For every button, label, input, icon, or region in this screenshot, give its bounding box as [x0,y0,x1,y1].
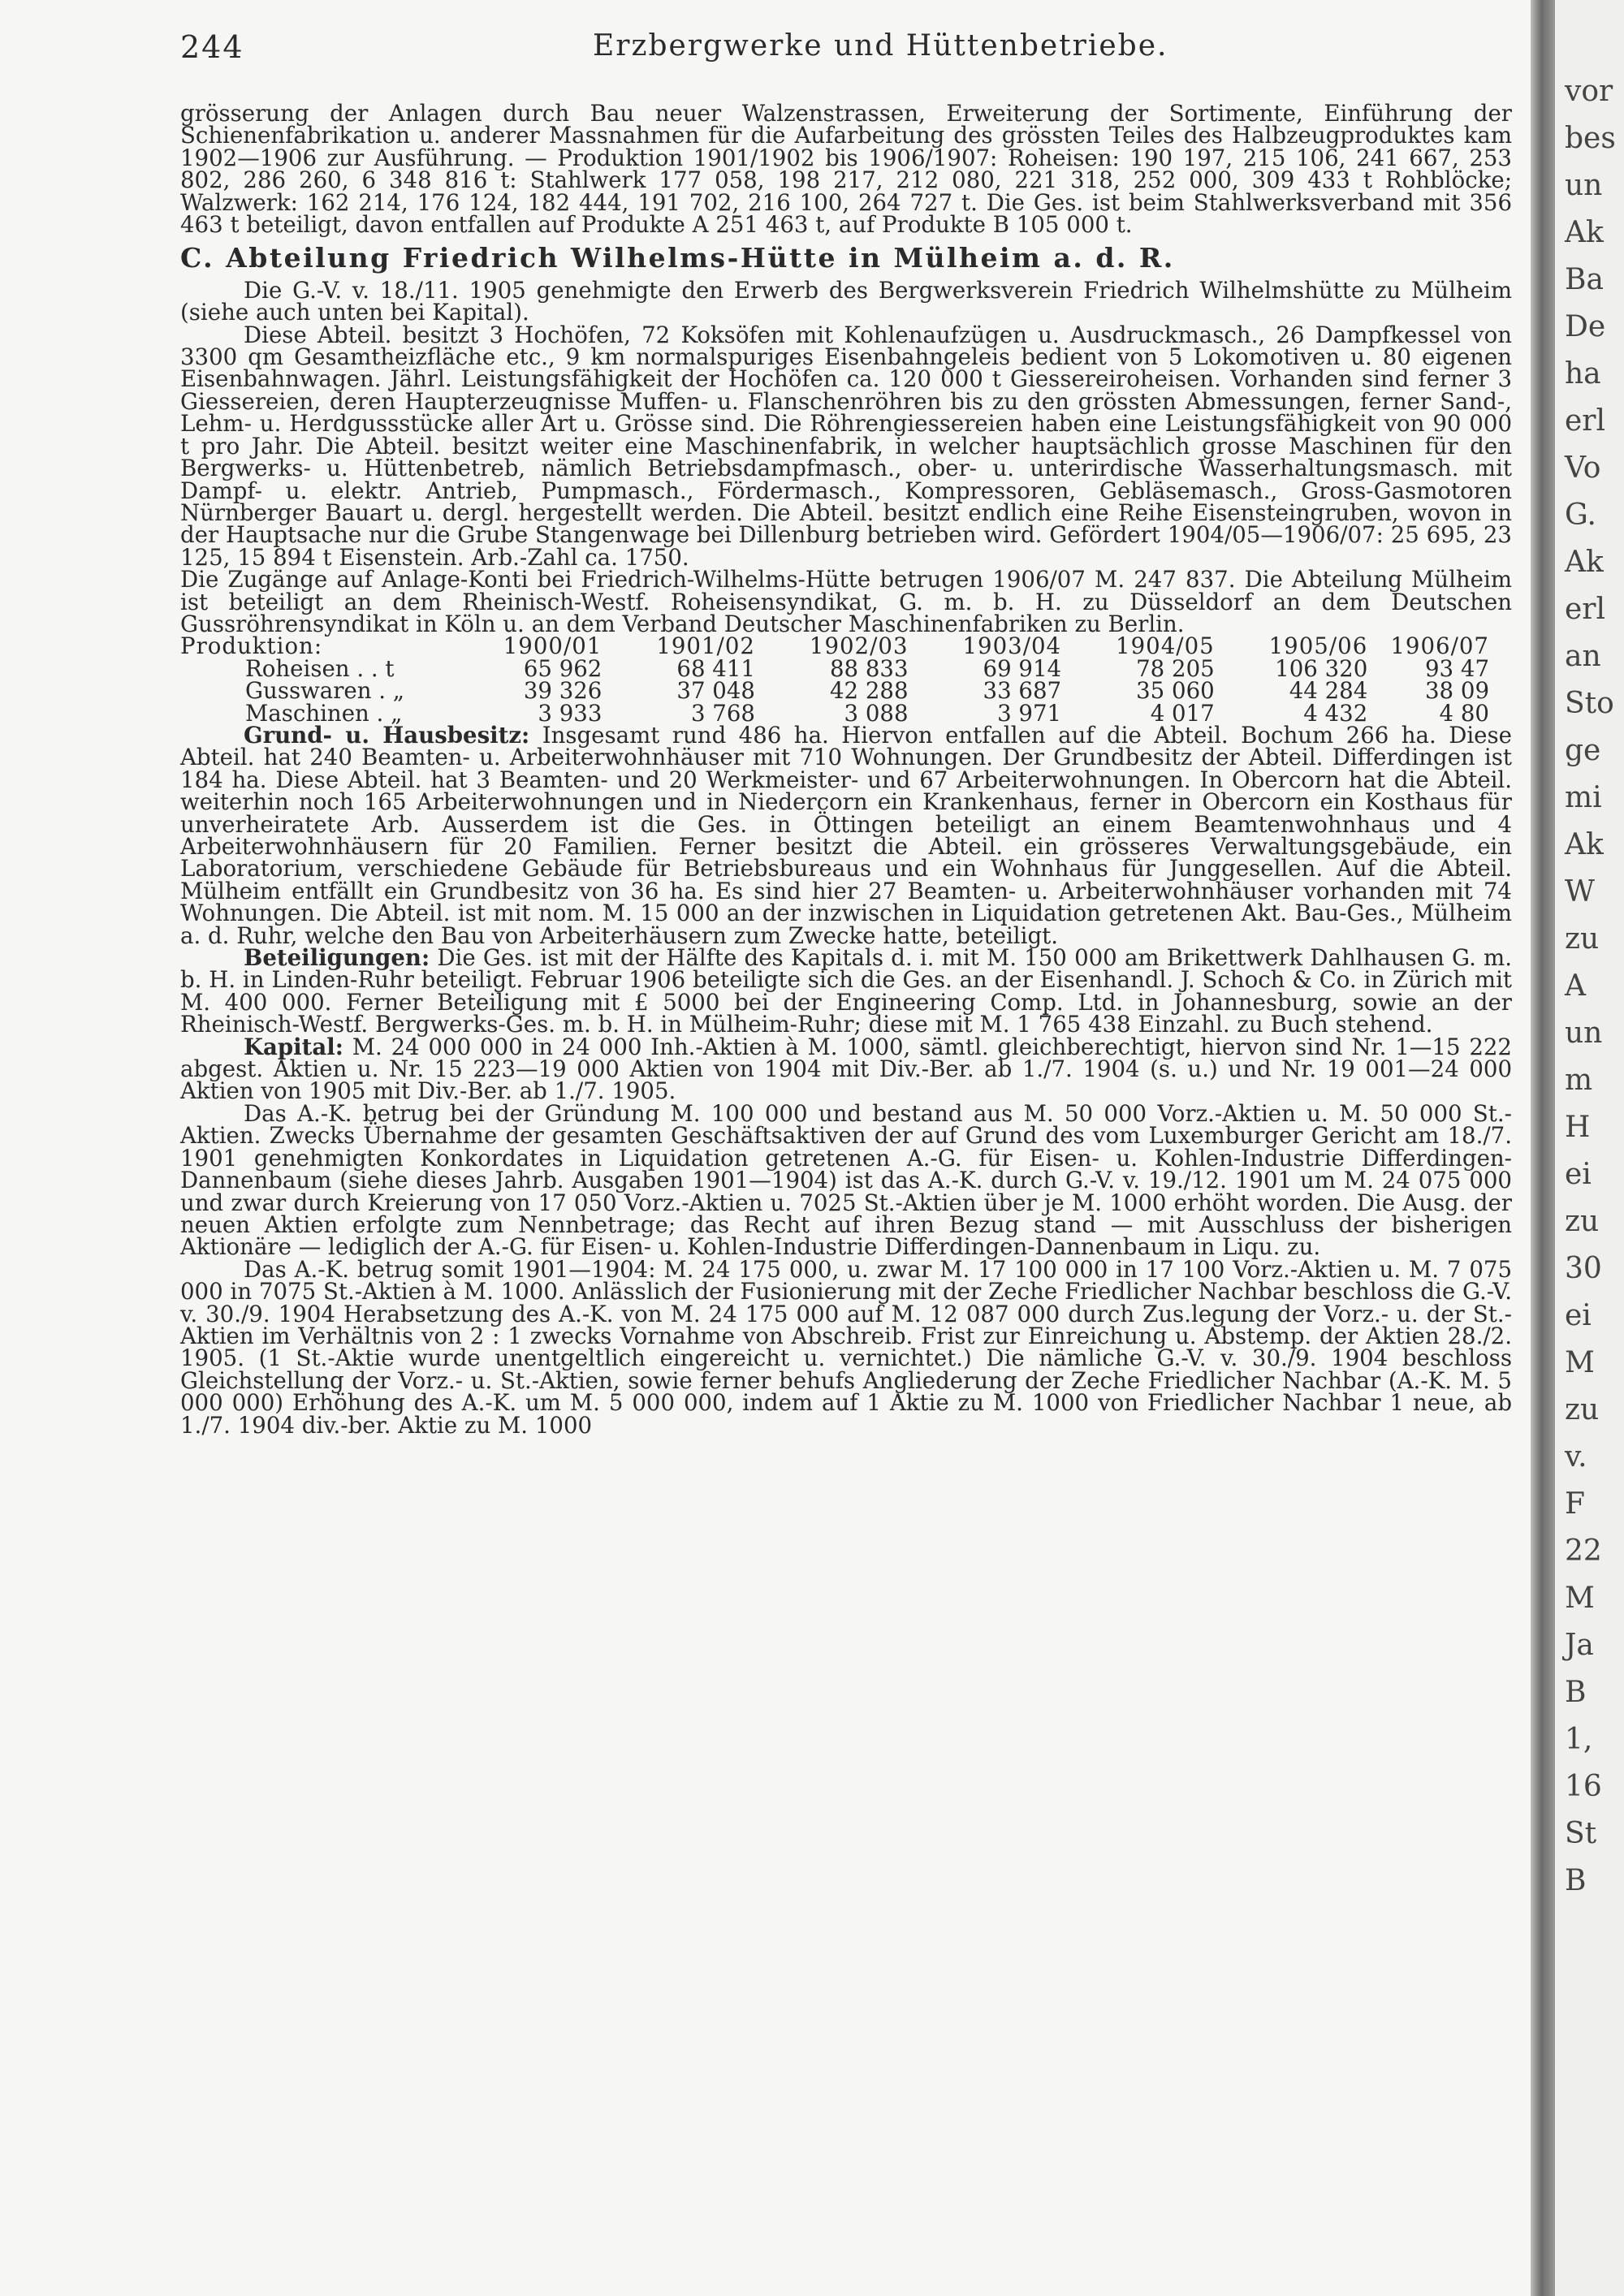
page-body [180,100,1512,1439]
adjacent-page-fragment: St [1565,1817,1597,1850]
production-label: Produktion: [180,632,323,660]
value-cell: 65 962 [523,654,603,682]
paragraph-property [180,721,1512,949]
year-cell: 1902/03 [809,632,909,660]
year-cell: 1900/01 [503,632,603,660]
adjacent-page-fragment: M [1565,1346,1595,1379]
value-cell: 44 284 [1289,677,1368,705]
adjacent-page-fragment: 22 [1565,1534,1602,1568]
adjacent-page-fragment: Ba [1565,263,1604,296]
adjacent-page-fragment: erl [1565,404,1606,438]
value-cell: 38 09 [1425,677,1489,705]
book-spine [1531,0,1555,2296]
holdings-lead: Beteiligungen: [244,944,430,972]
row-label: Roheisen . . t [245,654,395,682]
adjacent-page-fragment: 16 [1565,1770,1602,1803]
paragraph-capital-reduction: Das A.-K. betrug somit 1901—1904: M. 24 175 000, u. zwar M. 17 100 000 in 17 100 Vorz.-Aktien u. M. 7 075 000 in 7075 St.-Aktien à M. 1000. Anlässlich der Fusionierung mit der Zeche Friedlicher Nachbar beschloss die G.-V. v. 30./9. 1904 Herabsetzung des A.-K. von M. 24 175 000 auf M. 12 087 000 durch Zus.legung der Vorz.- u. der St.-Aktien im Verhältnis von 2 : 1 zwecks Vornahme von Abschreib. Frist zur Einreichung u. Abstemp. der Aktien 28./2. 1905. (1 St.-Aktie wurde unentgeltlich eingereicht u. vernichtet.) Die nämliche G.-V. v. 30./9. 1904 beschloss Gleichstellung der Vorz.- u. St.-Aktien, sowie ferner behufs Angliederung der Zeche Friedlicher Nachbar (A.-K. M. 5 000 000) Erhöhung des A.-K. um M. 5 000 000, indem auf 1 Aktie zu M. 1000 von Friedlicher Nachbar 1 neue, ab 1./7. 1904 div.-ber. Aktie zu M. 1000 [180,1255,1512,1439]
value-cell: 42 288 [829,677,909,705]
adjacent-page-fragment: M [1565,1582,1595,1615]
adjacent-page-fragment: zu [1565,922,1600,956]
adjacent-page-fragment: G. [1565,498,1596,532]
section-heading: C. Abteilung Friedrich Wilhelms-Hütte in Mülheim a. d. R. [180,242,1175,274]
production-table [180,632,1512,727]
year-cell: 1903/04 [962,632,1062,660]
adjacent-page-fragment: Ak [1565,546,1604,579]
adjacent-page-fragment: Ak [1565,828,1604,861]
page-header [180,29,1512,70]
adjacent-page-fragment: B [1565,1864,1587,1897]
adjacent-page-fragment: mi [1565,781,1602,814]
adjacent-page-fragment: ei [1565,1158,1592,1191]
adjacent-page-fragment: erl [1565,593,1606,626]
paragraph-acquisition: Die G.-V. v. 18./11. 1905 genehmigte den Erwerb des Bergwerksverein Friedrich Wilhelmshütte zu Mülheim (siehe auch unten bei Kapital). [180,276,1512,326]
adjacent-page-fragment: vor [1565,75,1613,108]
adjacent-page-fragment: B [1565,1676,1587,1709]
value-cell: 93 47 [1425,654,1489,682]
adjacent-page-fragment: Ak [1565,216,1604,249]
production-row-maschinen [180,702,1512,724]
value-cell: 35 060 [1136,677,1215,705]
adjacent-page-fragment: bes [1565,122,1616,155]
paragraph-syndicates: Die Zugänge auf Anlage-Konti bei Friedrich-Wilhelms-Hütte betrugen 1906/07 M. 247 837. Die Abteilung Mülheim ist beteiligt an dem Rheinisch-Westf. Roheisensyndikat, G. m. b. H. zu Düsseldorf an dem Deutschen Gussröhrensyndikat in Köln u. an dem Verband Deutscher Maschinenfabriken zu Berlin. [180,566,1512,637]
value-cell: 88 833 [829,654,909,682]
value-cell: 3 088 [844,699,909,727]
property-text: Insgesamt rund 486 ha. Hiervon entfallen auf die Abteil. Bochum 266 ha. Diese Abteil. hat 240 Beamten- u. Arbeiterwohnhäuser mit 710 Wohnungen. Der Grundbesitz der Abteil. Differdingen ist 184 ha. Diese Abteil. hat 3 Beamten- und 20 Werkmeister- und 67 Arbeiterwohnungen. In Obercorn hat die Abteil. weiterhin noch 165 Arbeiterwohnungen und in Niedercorn ein Krankenhaus, ferner in Obercorn ein Kosthaus für unverheiratete Arb. Ausserdem ist die Ges. in Öttingen beteiligt an einem Beamtenwohnhaus und 4 Arbeiterwohnhäusern für 20 Familien. Ferner besitzt die Abteil. ein grösseres Verwaltungsgebäude, ein Laboratorium, verschiedene Gebäude für Betriebsbureaus und ein Wohnhaus für Junggesellen. Auf die Abteil. Mülheim entfällt ein Grundbesitz von 36 ha. Es sind hier 27 Beamten- u. Arbeiterwohnhäuser vorhanden mit 74 Wohnungen. Die Abteil. ist mit nom. M. 15 000 an der inzwischen in Liquidation getretenen Akt. Bau-Ges., Mülheim a. d. Ruhr, welche den Bau von Arbeiterhäusern zum Zwecke hatte, beteiligt. [180,721,1512,949]
value-cell: 78 205 [1136,654,1215,682]
adjacent-page-fragment: ei [1565,1299,1592,1332]
value-cell: 3 933 [538,699,603,727]
value-cell: 4 432 [1303,699,1368,727]
value-cell: 3 768 [690,699,755,727]
page-number: 244 [180,29,244,65]
adjacent-page-fragment: un [1565,169,1603,202]
adjacent-page-fragment: an [1565,640,1601,673]
paragraph-production-summary: grösserung der Anlagen durch Bau neuer Walzenstrassen, Erweiterung der Sortimente, Einführung der Schienenfabrikation u. anderer Massnahmen für die Aufarbeitung des grössten Teiles des Halbzeugproduktes kam 1902—1906 zur Ausführung. — Produktion 1901/1902 bis 1906/1907: Roheisen: 190 197, 215 106, 241 667, 253 802, 286 260, 6 348 816 t: Stahlwerk 177 058, 198 217, 212 080, 221 318, 252 000, 309 433 t Rohblöcke; Walzwerk: 162 214, 176 124, 182 444, 191 702, 216 100, 264 727 t. Die Ges. ist beim Stahlwerksverband mit 356 463 t beteiligt, davon entfallen auf Produkte A 251 463 t, auf Produkte B 105 000 t. [180,100,1512,239]
row-label: Gusswaren . „ [245,677,405,705]
adjacent-page-fragment: Ja [1565,1629,1594,1662]
adjacent-page-fragment: m [1565,1064,1593,1097]
adjacent-page-fragment: Sto [1565,687,1614,720]
value-cell: 39 326 [523,677,603,705]
adjacent-page-fragment: W [1565,875,1596,908]
paragraph-facilities: Diese Abteil. besitzt 3 Hochöfen, 72 Koksöfen mit Kohlenaufzügen u. Ausdruckmasch., 26 Dampfkessel von 3300 qm Gesamtheizfläche etc., 9 km normalspuriges Eisenbahngeleis bedient von 5 Lokomotiven u. 80 eigenen Eisenbahnwagen. Jährl. Leistungsfähigkeit der Hochöfen ca. 120 000 t Giessereiroheisen. Vorhanden sind ferner 3 Giessereien, deren Haupterzeugnisse Muffen- u. Flanschenröhren bis zu den grössten Abmessungen, ferner Sand-, Lehm- u. Herdgussstücke aller Art u. Grösse sind. Die Röhrengiessereien haben eine Leistungsfähigkeit von 90 000 t pro Jahr. Die Abteil. besitzt weiter eine Maschinenfabrik, in welcher hauptsächlich grosse Maschinen für den Bergwerks- u. Hüttenbetreb, nämlich Betriebsdampfmasch., ober- u. unterirdische Wasserhaltungsmasch. mit Dampf- u. elektr. Antrieb, Pumpmasch., Fördermasch., Kompressoren, Gebläsemasch., Gross-Gasmotoren Nürnberger Bauart u. dergl. hergestellt werden. Die Abteil. besitzt endlich eine Reihe Eisensteingruben, wovon in der Hauptsache nur die Grube Stangenwage bei Dillenburg betrieben wird. Gefördert 1904/05—1906/07: 25 695, 23 125, 15 894 t Eisenstein. Arb.-Zahl ca. 1750. [180,321,1512,571]
value-cell: 4 017 [1150,699,1215,727]
row-label: Maschinen . „ [245,699,403,727]
running-title: Erzbergwerke und Hüttenbetriebe. [593,29,1168,63]
value-cell: 3 971 [997,699,1062,727]
value-cell: 106 320 [1275,654,1368,682]
adjacent-page-fragment: zu [1565,1393,1600,1426]
year-cell: 1906/07 [1390,632,1489,660]
holdings-text: Die Ges. ist mit der Hälfte des Kapitals d. i. mit M. 150 000 am Brikettwerk Dahlhausen G. m. b. H. in Linden-Ruhr beteiligt. Februar 1906 beteiligte sich die Ges. an der Eisenhandl. J. Schoch & Co. in Zürich mit M. 400 000. Ferner Beteiligung mit £ 5000 bei der Engineering Comp. Ltd. in Johannesburg, sowie an der Rheinisch-Westf. Bergwerks-Ges. m. b. H. in Mülheim-Ruhr; diese mit M. 1 765 438 Einzahl. zu Buch stehend. [180,944,1512,1038]
capital-lead: Kapital: [244,1033,343,1060]
capital-text: M. 24 000 000 in 24 000 Inh.-Aktien à M. 1000, sämtl. gleichberechtigt, hiervon sind Nr. 1—15 222 abgest. Aktien u. Nr. 15 223—19 000 Aktien von 1904 mit Div.-Ber. ab 1./7. 1904 (s. u.) und Nr. 19 001—24 000 Aktien von 1905 mit Div.-Ber. ab 1./7. 1905. [180,1033,1512,1105]
adjacent-page-fragment: ge [1565,734,1601,767]
paragraph-capital-history: Das A.-K. betrug bei der Gründung M. 100 000 und bestand aus M. 50 000 Vorz.-Aktien u. M. 50 000 St.-Aktien. Zwecks Übernahme der gesamten Geschäftsaktiven der auf Grund des vom Luxemburger Gericht am 18./7. 1901 genehmigten Konkordates in Liquidation getretenen A.-G. für Eisen- u. Kohlen-Industrie Differdingen-Dannenbaum (siehe dieses Jahrb. Ausgaben 1901—1904) ist das A.-K. durch G.-V. v. 19./12. 1901 um M. 24 075 000 und zwar durch Kreierung von 17 050 Vorz.-Aktien u. 7025 St.-Aktien über je M. 1000 erhöht worden. Die Ausg. der neuen Aktien erfolgte zum Nennbetrage; das Recht auf ihren Bezug stand — mit Ausschluss der bisherigen Aktionäre — lediglich der A.-G. für Eisen- u. Kohlen-Industrie Differdingen-Dannenbaum in Liqu. zu. [180,1099,1512,1261]
production-row-roheisen [180,658,1512,680]
value-cell: 68 411 [676,654,755,682]
production-row-gusswaren [180,680,1512,701]
year-cell: 1904/05 [1116,632,1215,660]
adjacent-page-fragment: un [1565,1016,1603,1050]
adjacent-page-edge [1555,0,1624,2296]
adjacent-page-fragment: v. [1565,1440,1587,1474]
year-cell: 1905/06 [1268,632,1368,660]
paragraph-capital [180,1033,1512,1105]
adjacent-page-fragment: zu [1565,1205,1600,1238]
value-cell: 33 687 [983,677,1062,705]
adjacent-page-fragment: Vo [1565,451,1601,485]
production-header-row [180,635,1512,657]
year-cell: 1901/02 [656,632,755,660]
adjacent-page-fragment: ha [1565,357,1601,391]
adjacent-page-fragment: De [1565,310,1606,343]
property-lead: Grund- u. Hausbesitz: [244,721,530,749]
adjacent-page-fragment: 30 [1565,1252,1602,1285]
adjacent-page-fragment: 1, [1565,1723,1593,1756]
adjacent-page-fragment: A [1565,969,1586,1003]
paragraph-holdings [180,944,1512,1038]
value-cell: 69 914 [983,654,1062,682]
value-cell: 4 80 [1439,699,1489,727]
adjacent-page-fragment: F [1565,1487,1585,1521]
value-cell: 37 048 [676,677,755,705]
adjacent-page-fragment: H [1565,1111,1591,1144]
